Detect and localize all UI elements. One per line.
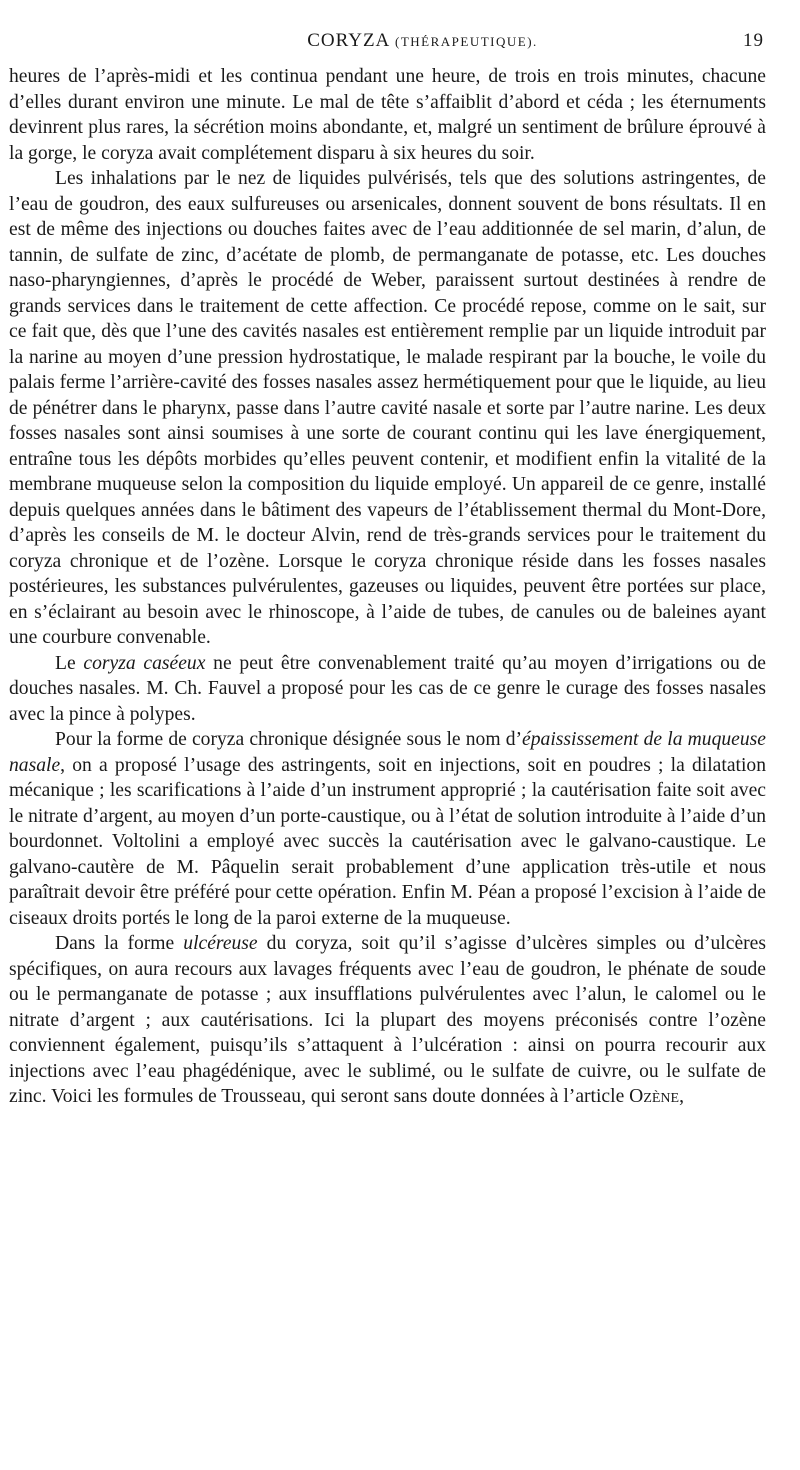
running-title — [307, 30, 538, 52]
italic-term: ulcéreuse — [183, 933, 258, 954]
text-run: , on a proposé l’usage des astringents, soit en injections, soit en poudres ; la dilatation mécanique ; les scarifications à l’aide d’un instrument approprié ; la cautérisation faite soit avec le nitrate d’argent, au moyen d’un porte-caustique, ou à l’état de solution introduite à l’aide d’un bourdonnet. Voltolini a employé avec succès la cautérisation avec le galvano-caustique. Le galvano-cautère de M. Pâquelin serait probablement d’une application très-utile et nous paraîtrait devoir être préféré pour cette opération. Enfin M. Péan a proposé l’excision à l’aide de ciseaux droits portés le long de la paroi externe de la muqueuse. — [9, 754, 766, 929]
text-run: Le — [55, 652, 84, 674]
running-header — [9, 30, 766, 60]
header-title: CORYZA — [307, 30, 390, 51]
body-text — [9, 64, 766, 1110]
paragraph-continuation: heures de l’après-midi et les continua pendant une heure, de trois en trois minutes, chacune d’elles durant environ une minute. Le mal de tête s’affaiblit d’abord et céda ; les éternuments devinrent plus rares, la sécrétion moins abondante, et, malgré un sentiment de brûlure éprouvé à la gorge, le coryza avait complétement disparu à six heures du soir. — [9, 66, 766, 164]
text-run: ne peut être convenablement traité qu’au moyen d’irrigations ou de douches nasales. M. Ch. Fauvel a proposé pour les cas de ce genre le curage des fosses nasales avec la pince à polypes. — [9, 652, 766, 725]
header-subtitle: (THÉRAPEUTIQUE). — [394, 34, 538, 49]
paragraph-ulcereuse — [9, 931, 766, 1110]
small-caps-term: Ozène — [629, 1086, 680, 1107]
text-run: , — [679, 1086, 684, 1107]
italic-term: épaississement de la muqueuse nasale — [9, 729, 766, 776]
text-run: Pour la forme de coryza chronique désignée sous le nom d’ — [55, 729, 523, 750]
text-run: du coryza, soit qu’il s’agisse d’ulcères simples ou d’ulcères spécifiques, on aura recours aux lavages fréquents avec l’eau de goudron, le phénate de soude ou le permanganate de potasse ; aux insufflations pulvérulentes avec l’alun, le calomel ou le nitrate d’argent ; aux cautérisations. Ici la plupart des moyens préconisés contre l’ozène conviennent également, puisqu’ils s’attaquent à l’ulcération : ainsi on pourra recourir aux injections avec l’eau phagédénique, avec le sublimé, ou le sulfate de cuivre, ou le sulfate de zinc. Voici les formules de Trousseau, qui seront sans doute données à l’article — [9, 933, 766, 1107]
text-run: Dans la forme — [55, 933, 184, 954]
paragraph-epaississement — [9, 727, 766, 931]
page-number: 19 — [743, 30, 764, 51]
paragraph-inhalations: Les inhalations par le nez de liquides pulvérisés, tels que des solutions astringentes, de l’eau de goudron, des eaux sulfureuses ou arsenicales, donnent souvent de bons résultats. Il en est de même des injections ou douches faites avec de l’eau additionnée de sel marin, d’alun, de tannin, de sulfate de zinc, d’acétate de plomb, de permanganate de potasse, etc. Les douches naso-pharyngiennes, d’après le procédé de Weber, paraissent surtout destinées à rendre de grands services dans le traitement de cette affection. Ce procédé repose, comme on le sait, sur ce fait que, dès que l’une des cavités nasales est entièrement remplie par un liquide introduit par la narine au moyen d’une pression hydrostatique, le malade respirant par la bouche, le voile du palais ferme l’arrière-cavité des fosses nasales assez hermétiquement pour que le liquide, au lieu de pénétrer dans le pharynx, passe dans l’autre cavité nasale et sorte par l’autre narine. Les deux fosses nasales sont ainsi soumises à une sorte de courant continu qui les lave énergiquement, entraîne tous les dépôts morbides qu’elles peuvent contenir, et modifient enfin la vitalité de la membrane muqueuse selon la composition du liquide employé. Un appareil de ce genre, installé depuis quelques années dans le bâtiment des vapeurs de l’établissement thermal du Mont-Dore, d’après les conseils de M. le docteur Alvin, rend de très-grands services pour le traitement du coryza chronique et de l’ozène. Lorsque le coryza chronique réside dans les fosses nasales postérieures, les substances pulvérulentes, gazeuses ou liquides, peuvent être portées sur place, en s’éclairant au besoin avec le rhinoscope, à l’aide de tubes, de canules ou de baleines ayant une courbure convenable. — [9, 168, 766, 648]
paragraph-coryza-caseeux — [9, 651, 766, 728]
italic-term: coryza caséeux — [83, 652, 206, 674]
